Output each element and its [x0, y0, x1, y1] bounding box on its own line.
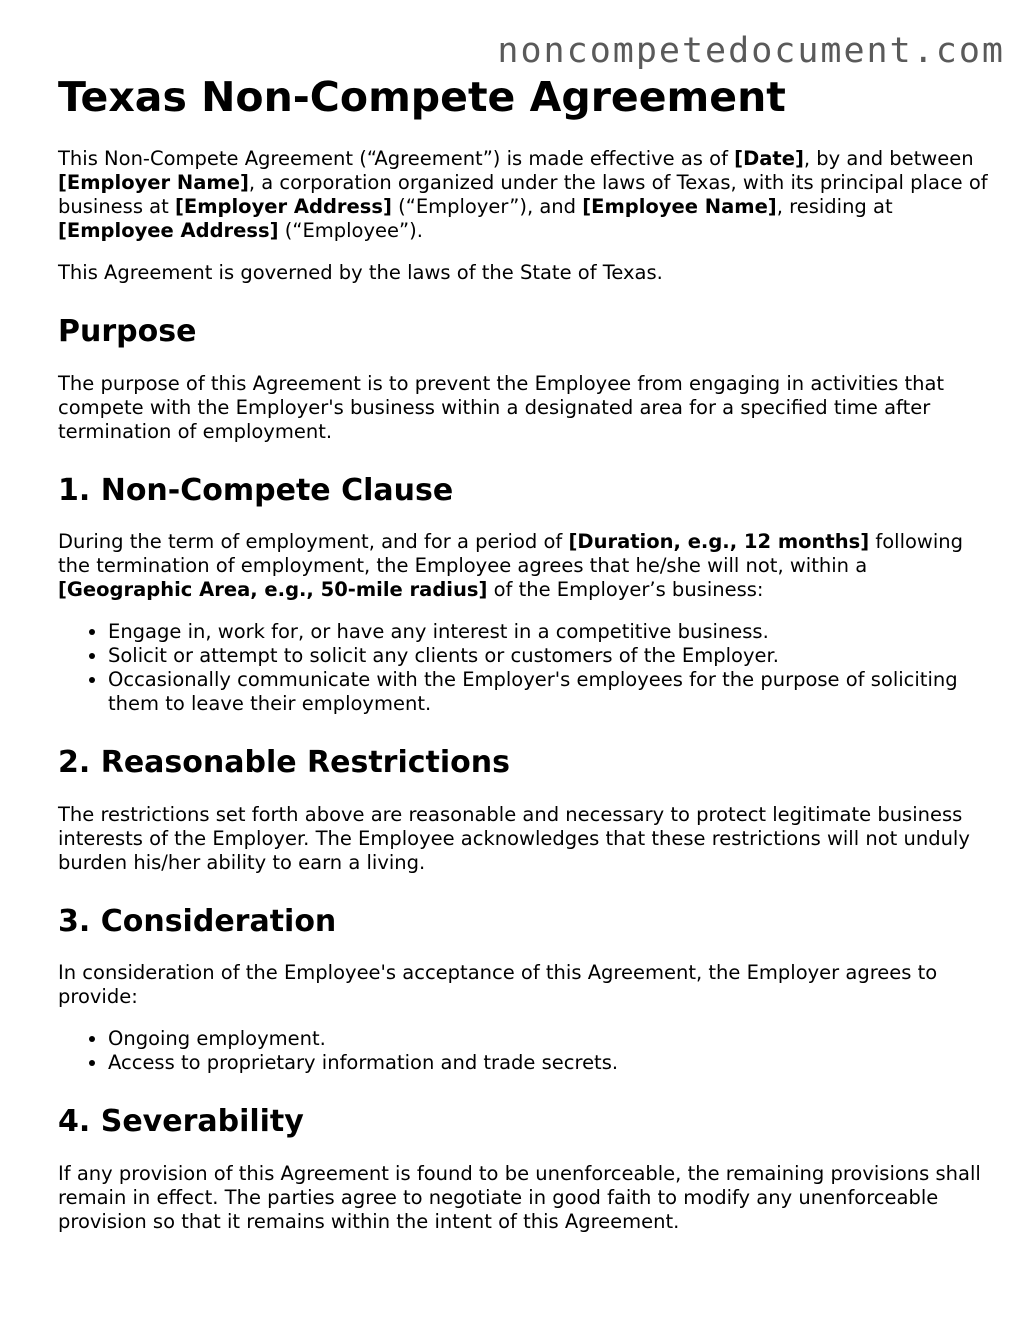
list-item: • Access to proprietary information and trade secrets.: [108, 1051, 988, 1075]
governing-law-paragraph: This Agreement is governed by the laws of the State of Texas.: [58, 261, 663, 285]
document-title: Texas Non-Compete Agreement: [58, 73, 786, 121]
list-item: • Engage in, work for, or have any interest in a competitive business.: [108, 620, 988, 644]
duration-placeholder: [Duration, e.g., 12 months]: [568, 530, 870, 554]
list-item: • Solicit or attempt to solicit any clients or customers of the Employer.: [108, 644, 988, 668]
intro-text-5: , residing at: [776, 195, 893, 219]
list-item: • Ongoing employment.: [108, 1027, 988, 1051]
intro-text-6: (“Employee”).: [278, 219, 423, 243]
severability-paragraph: If any provision of this Agreement is found to be unenforceable, the remaining provisions shall remain in effect. The parties agree to negotiate in good faith to modify any unenforceable provision so that it remains within the intent of this Agreement.: [58, 1161, 981, 1233]
intro-text-3: , a corporation organized under the laws of Texas, with its principal place of business at: [58, 171, 988, 219]
restrictions-paragraph: The restrictions set forth above are reasonable and necessary to protect legitimate business interests of the Employer. The Employee acknowledges that these restrictions will not unduly burden his/her ability to earn a living.: [58, 802, 970, 874]
intro-text-4: (“Employer”), and: [391, 195, 583, 219]
site-watermark: noncompetedocument.com: [497, 31, 1005, 71]
document-body: [58, 74, 988, 1252]
noncompete-list: [58, 620, 988, 716]
date-placeholder: [Date]: [734, 147, 804, 171]
consideration-heading: 3. Consideration: [58, 903, 337, 939]
employee-name-placeholder: [Employee Name]: [582, 195, 777, 219]
noncompete-text-2: following the termination of employment, the Employee agrees that he/she will not, within a: [58, 530, 964, 578]
restrictions-heading: 2. Reasonable Restrictions: [58, 745, 510, 781]
intro-text-2: , by and between: [803, 147, 974, 171]
severability-heading: 4. Severability: [58, 1104, 304, 1140]
purpose-paragraph: The purpose of this Agreement is to prevent the Employee from engaging in activities that compete with the Employer's business within a designated area for a specified time after termination of employment.: [58, 371, 945, 443]
employee-address-placeholder: [Employee Address]: [58, 219, 279, 243]
noncompete-heading: 1. Non-Compete Clause: [58, 472, 454, 508]
consideration-paragraph: In consideration of the Employee's acceptance of this Agreement, the Employer agrees to provide:: [58, 961, 938, 1009]
employer-name-placeholder: [Employer Name]: [58, 171, 249, 195]
intro-text-1: This Non-Compete Agreement (“Agreement”) is made effective as of: [58, 147, 735, 171]
purpose-heading: Purpose: [58, 314, 197, 350]
intro-paragraph: [58, 147, 988, 243]
list-item: • Occasionally communicate with the Employer's employees for the purpose of soliciting them to leave their employment.: [108, 668, 988, 716]
employer-address-placeholder: [Employer Address]: [174, 195, 392, 219]
noncompete-paragraph: [58, 530, 988, 602]
noncompete-text-3: of the Employer’s business:: [487, 578, 764, 602]
noncompete-text-1: During the term of employment, and for a period of: [58, 530, 569, 554]
consideration-list: [58, 1027, 988, 1075]
geographic-area-placeholder: [Geographic Area, e.g., 50-mile radius]: [58, 578, 488, 602]
